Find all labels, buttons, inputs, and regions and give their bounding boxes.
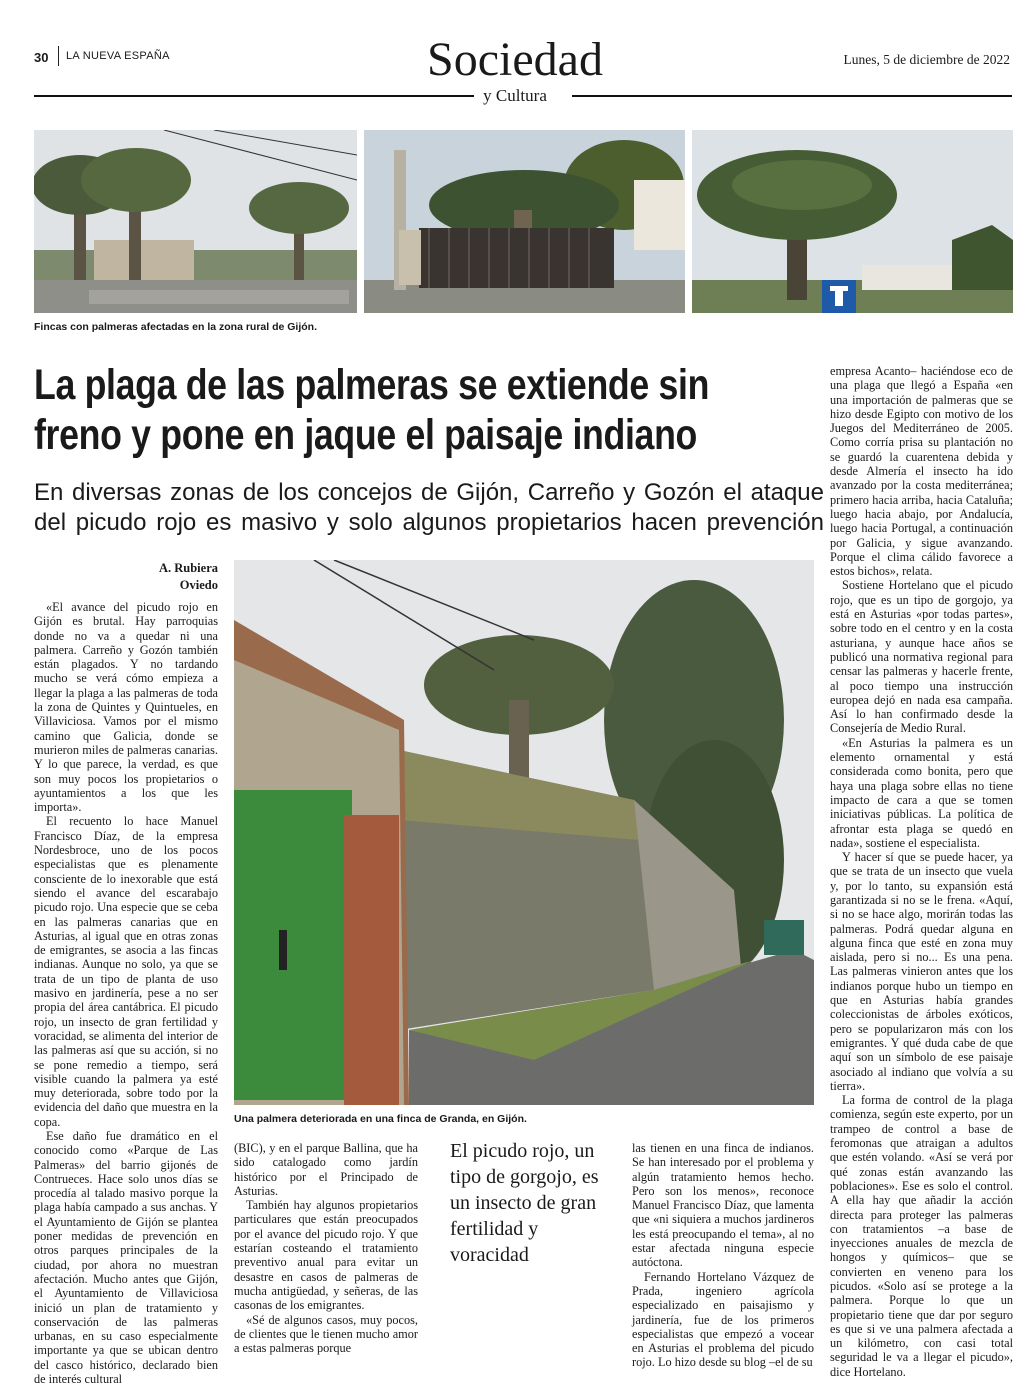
page-number: 30 (34, 50, 49, 65)
deck: En diversas zonas de los concejos de Gijón, Carreño y Gozón el ataque del picudo rojo es masivo y solo algunos propietarios hacen prevención (34, 479, 824, 537)
headline: La plaga de las palmeras se extiende sin freno y pone en jaque el paisaje indiano (34, 361, 710, 460)
top-photos-caption: Fincas con palmeras afectadas en la zona rural de Gijón. (34, 321, 318, 333)
article-column-4 (830, 364, 1013, 1379)
photo-finca-3 (692, 130, 1013, 313)
paragraph: Y hacer sí que se puede hacer, ya que se trata de un insecto que vuela y, por lo tanto, su expansión está garantizada si no se le frena. «Aquí, si no se hace algo, morirán todas las palmeras. Podrá quedar alguna en alguna finca que esté en zona muy aislada, pero si no... Es una pena. Las palmeras vinieron antes que los indianos porque hubo un tiempo en que en Asturias había grandes coleccionistas de árboles exóticos, pero se popularizaron más con los emigrantes. Y qué duda cabe de que aquí son un símbolo de ese paisaje asociado al indiano que volvía a su tierra». (830, 850, 1013, 1093)
location: Oviedo (179, 577, 218, 592)
main-photo (234, 560, 814, 1105)
paragraph: También hay algunos propietarios particulares que están preocupados por el avance del picudo rojo. Y que estarían costeando el tratamiento preventivo anual para evitar un desastre en casos de palmeras de mucha antigüedad, y señeras, de las casonas de los emigrantes. (234, 1198, 418, 1313)
paragraph: Ese daño fue dramático en el conocido como «Parque de Las Palmeras» del barrio gijonés de Contrueces. Hace solo unos días se procedía al talado masivo porque la plaga había campado a sus anchas. Y el Ayuntamiento de Gijón se plantea poner medidas de prevención en otros parques principales de la ciudad, por ahora no muestran afectación. Mucho antes que Gijón, el Ayuntamiento de Villaviciosa inició un plan de tratamiento y conservación de las palmeras urbanas, en su caso especialmente importante ya que se ubican dentro del casco histórico, declarado bien de interés cultural (34, 1128, 218, 1387)
header-rule-right (572, 95, 1012, 97)
photo-finca-1 (34, 130, 357, 313)
header-divider (58, 46, 59, 66)
paragraph: (BIC), y en el parque Ballina, que ha sido catalogado como jardín histórico por el Principado de Asturias. (234, 1141, 418, 1198)
pull-quote: El picudo rojo, un tipo de gorgojo, es un insecto de gran fertilidad y voracidad (450, 1140, 599, 1266)
paragraph: «Sé de algunos casos, muy pocos, de clientes que le tienen mucho amor a estas palmeras porque (234, 1312, 418, 1356)
byline (40, 560, 218, 594)
article-column-3 (632, 1141, 814, 1370)
author: A. Rubiera (158, 561, 218, 575)
paragraph: «En Asturias la palmera es un elemento ornamental y está considerada como bonita, pero que haya una plaga sobre ellas no tiene impacto de cara a que se tomen iniciativas públicas. La política de afrontar esta plaga se quedó en nada», sostiene el especialista. (830, 735, 1013, 850)
issue-date: Lunes, 5 de diciembre de 2022 (843, 52, 1010, 67)
header-rule-left (34, 95, 474, 97)
newspaper-name: LA NUEVA ESPAÑA (66, 50, 170, 62)
paragraph: Sostiene Hortelano que el picudo rojo, que es un tipo de gorgojo, ya está en Asturias «por todas partes», sobre todo en el centro y en la costa asturiana, y aunque hace años se publicó una normativa regional para censar las palmeras y hacerle frente, al poco tiempo una instrucción europea dejó en nada esa campaña. Así lo han confirmado desde la Consejería de Medio Rural. (830, 578, 1013, 736)
paragraph: empresa Acanto– haciéndose eco de una plaga que llegó a España «en una importación de palmeras que se hizo desde Egipto con motivo de los Juegos del Mediterráneo de 2005. Como corría prisa su plantación no se guardó la cuarentena debida y desde Almería el insecto ha ido avanzado por la costa mediterránea; primero hacia arriba, hacia Cataluña; luego hacia abajo, por Andalucía, luego hacia Portugal, a continuación por Galicia, y sigue avanzando. Porque el clima cálido favorece a estos bichos», relata. (830, 364, 1013, 579)
paragraph: las tienen en una finca de indianos. Se han interesado por el problema y algún tratamiento hemos hecho. Pero son los menos», reconoce Manuel Francisco Díaz, que lamenta que «ni siquiera a muchos jardineros les está preocupando el tema», al no estar afectada ninguna especie autóctona. (632, 1141, 814, 1270)
paragraph: «El avance del picudo rojo en Gijón es brutal. Hay parroquias donde no va a quedar ni una palmera. Carreño y Gozón también están plagados. Y no tardando mucho se verá cómo empieza a llegar la plaga a las palmeras de toda la zona de Quintes y Quintueles, en Villaviciosa. Vamos por el mismo camino que Galicia, donde se murieron miles de palmeras canarias. Y lo que parece, la verdad, es que son muy pocos los propietarios o ayuntamientos a los que les importa». (34, 600, 218, 815)
paragraph: La forma de control de la plaga comienza, según este experto, por un trampeo de control a base de feromonas que atraigan a adultos que estén volando. «Así se verá por qué zonas están avanzando las poblaciones». Ese es solo el control. A ella hay que añadir la acción directa para proteger las palmeras con tratamientos –a base de inyecciones anuales de mezcla de hongos y químicos– que se convierten en veneno para los picudos. «Solo así se protege a la palmera. Porque lo que un propietario tiene que dar por seguro es que si ve una palmera afectada a un kilómetro, con casi total seguridad le va a llegar el picudo», dice Hortelano. (830, 1093, 1013, 1379)
photo-finca-2 (364, 130, 685, 313)
subsection-title: y Cultura (483, 86, 547, 105)
paragraph: El recuento lo hace Manuel Francisco Díaz, de la empresa Nordesbroce, uno de los pocos especialistas que es plenamente consciente de lo inexorable que está siendo el avance del escarabajo picudo rojo. Una especie que se ceba en las palmeras canarias que en Asturias, al igual que en otras zonas de emigrantes, se asocia a las fincas indianas. Aunque no solo, ya que se trata de un tipo de planta de uso masivo en jardinería, pese a no ser propia del área cantábrica. El picudo rojo, un insecto de gran fertilidad y voracidad, se alimenta del interior de las palmeras así que su acción, si no se pone remedio a tiempo, será visible cuando la palmera ya esté muy deteriorada, sobre todo por la evidencia del daño que muestra en la copa. (34, 814, 218, 1129)
article-column-1 (34, 600, 218, 1386)
section-title: Sociedad (427, 33, 603, 86)
article-column-2 (234, 1141, 418, 1355)
paragraph: Fernando Hortelano Vázquez de Prada, ingeniero agrícola especializado en paisajismo y jardinería, fue de los primeros especialistas que empezó a vocear en Asturias el problema del picudo rojo. Lo hizo desde su blog –el de su (632, 1269, 814, 1370)
main-photo-caption: Una palmera deteriorada en una finca de Granda, en Gijón. (234, 1113, 527, 1125)
